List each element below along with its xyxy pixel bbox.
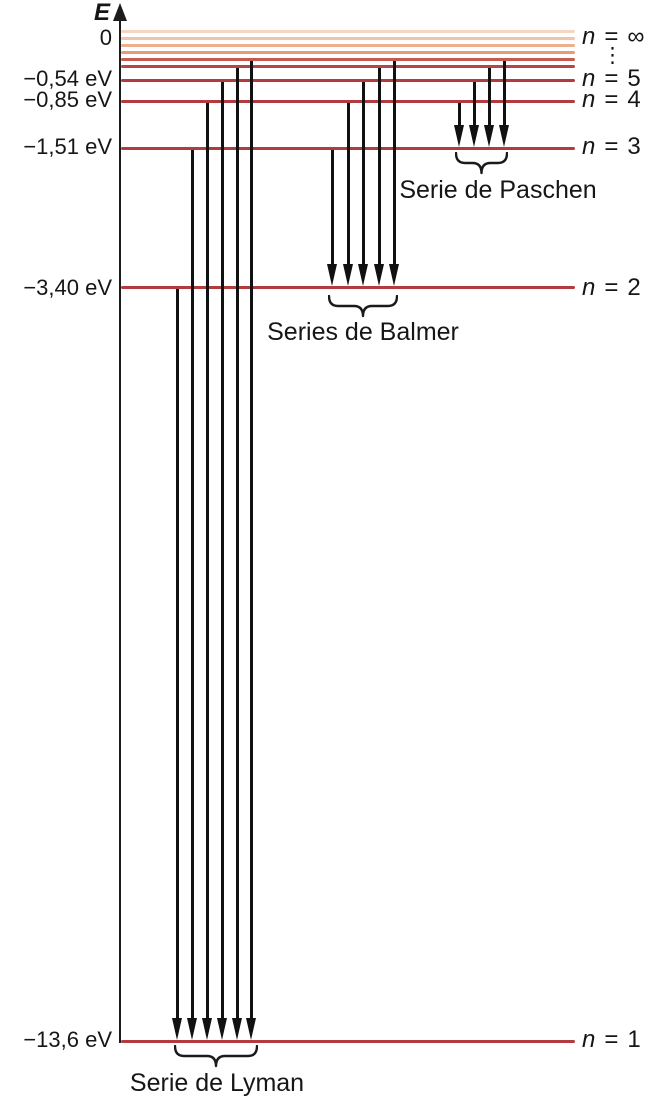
balmer-arrow-2-head-icon (343, 264, 353, 286)
paschen-arrow-3-shaft (488, 68, 491, 128)
paschen-arrow-2-shaft (473, 82, 476, 129)
level-upper-3-line (121, 37, 575, 40)
level-n-4-n-label (582, 86, 641, 114)
lyman-arrow-5-shaft (236, 68, 239, 1021)
balmer-arrow-4-head-icon (374, 264, 384, 286)
level-n-6-line (121, 65, 575, 68)
n-value: ∞ (627, 23, 645, 50)
balmer-arrow-3-head-icon (358, 264, 368, 286)
level-n-infinity-energy-label: 0 (99, 25, 112, 50)
balmer-arrow-5-head-icon (389, 264, 399, 286)
level-n-2-n-label (582, 274, 641, 302)
balmer-arrow-4-shaft (378, 68, 381, 268)
level-n-infinity-line (121, 30, 575, 33)
level-n-5-line (121, 79, 575, 82)
balmer-arrow-2-shaft (347, 103, 350, 268)
paschen-arrow-2-head-icon (469, 125, 479, 147)
paschen-arrow-3-head-icon (484, 125, 494, 147)
lyman-brace-icon (174, 1045, 258, 1068)
equals-sign: = (604, 274, 619, 301)
balmer-arrow-3-shaft (362, 82, 365, 268)
balmer-arrow-1-shaft (331, 150, 334, 268)
level-n-2-energy-label: −3,40 eV (23, 275, 112, 300)
balmer-arrow-5-shaft (393, 61, 396, 268)
n-value: 2 (627, 274, 641, 301)
balmer-arrow-1-head-icon (327, 264, 337, 286)
level-n-3-n-label (582, 133, 641, 161)
energy-axis (119, 14, 121, 1043)
level-n-1-energy-label: −13,6 eV (23, 1027, 112, 1052)
lyman-arrow-2-shaft (191, 150, 194, 1022)
level-n-infinity-n-label (582, 23, 644, 51)
lyman-arrow-2-head-icon (187, 1018, 197, 1040)
level-upper-2-line (121, 44, 575, 47)
level-n-1-line (121, 1040, 575, 1043)
lyman-arrow-5-head-icon (232, 1018, 242, 1040)
lyman-arrow-3-head-icon (202, 1018, 212, 1040)
lyman-series-label: Serie de Lyman (129, 1069, 305, 1097)
lyman-arrow-6-head-icon (246, 1018, 256, 1040)
level-upper-1-line (121, 51, 575, 54)
paschen-brace-icon (455, 152, 508, 175)
level-n-5-energy-label: −0,54 eV (23, 66, 112, 91)
level-n-2-line (121, 286, 575, 289)
balmer-series-label: Series de Balmer (267, 318, 459, 346)
n-value: 1 (627, 1026, 641, 1053)
equals-sign: = (604, 133, 619, 160)
lyman-arrow-3-shaft (206, 103, 209, 1022)
axis-label-E: E (93, 0, 110, 26)
n-value: 5 (627, 65, 641, 92)
lyman-arrow-6-shaft (250, 61, 253, 1022)
lyman-arrow-4-shaft (221, 82, 224, 1022)
equals-sign: = (604, 23, 619, 50)
paschen-series-label: Serie de Paschen (399, 176, 597, 204)
n-symbol: n (582, 274, 596, 301)
n-symbol: n (582, 65, 596, 92)
equals-sign: = (604, 86, 619, 113)
n-symbol: n (582, 1026, 596, 1053)
balmer-brace-icon (328, 295, 398, 318)
level-n-7-line (121, 58, 575, 61)
ellipsis-dots-icon: ⋮ (602, 44, 623, 67)
n-symbol: n (582, 23, 596, 50)
equals-sign: = (604, 1026, 619, 1053)
lyman-arrow-4-head-icon (217, 1018, 227, 1040)
paschen-arrow-1-head-icon (454, 125, 464, 147)
equals-sign: = (604, 65, 619, 92)
paschen-arrow-4-shaft (503, 61, 506, 129)
level-n-3-energy-label: −1,51 eV (23, 134, 112, 159)
n-value: 4 (627, 86, 641, 113)
lyman-arrow-1-head-icon (172, 1018, 182, 1040)
lyman-arrow-1-shaft (176, 289, 179, 1021)
paschen-arrow-4-head-icon (499, 125, 509, 147)
n-symbol: n (582, 86, 596, 113)
n-symbol: n (582, 133, 596, 160)
level-n-4-energy-label: −0,85 eV (23, 87, 112, 112)
level-n-1-n-label (582, 1026, 641, 1054)
n-value: 3 (627, 133, 641, 160)
